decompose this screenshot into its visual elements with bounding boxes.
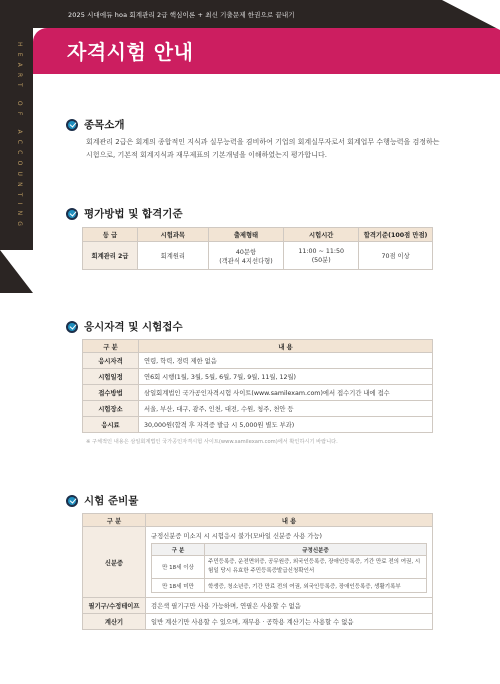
row-label: 계산기 [83,614,146,630]
inner-row-label: 만 18세 이상 [152,556,205,579]
time-line: 11:00 ~ 11:50 [298,247,344,255]
application-table [82,339,433,433]
col-header: 등 급 [83,228,138,242]
row-content: 검은색 필기구만 사용 가능하며, 연필은 사용할 수 없음 [146,598,433,614]
form-line: (객관식 4지선다형) [219,257,273,265]
col-header: 출제형태 [208,228,284,242]
section-title: 종목소개 [84,119,125,131]
title-banner [33,28,500,74]
col-header: 합격기준(100점 만점) [359,228,433,242]
col-header: 구 분 [83,340,139,353]
form-line: 40문항 [235,248,257,256]
col-header: 시험과목 [138,228,209,242]
inner-row [152,579,427,593]
inner-row-label: 만 18세 미만 [152,579,205,593]
table-header-row [83,514,433,527]
section-title: 응시자격 및 시험접수 [84,321,183,333]
top-bar [0,0,500,28]
section-header [66,206,183,221]
row-label: 접수방법 [83,385,139,401]
id-content [146,527,433,598]
table-header-row [83,228,433,242]
row-label: 시험일정 [83,369,139,385]
table-row [83,353,433,369]
section-header [66,319,183,334]
col-header: 시험시간 [284,228,359,242]
row-label: 시험장소 [83,401,139,417]
check-circle-icon [66,208,78,220]
time-line: (50분) [311,256,331,264]
section-title: 시험 준비물 [84,495,139,507]
page-title: 자격시험 안내 [67,40,194,64]
table-row [83,527,433,598]
row-content: 서울, 부산, 대구, 광주, 인천, 대전, 수원, 청주, 천안 등 [139,401,433,417]
inner-col-header: 구 분 [152,544,205,556]
check-circle-icon [66,495,78,507]
check-circle-icon [66,321,78,333]
inner-row-content: 학생증, 청소년증, 기간 만료 전의 여권, 외국인등록증, 장애인등록증, 생활기록부 [205,579,427,593]
row-content: 연령, 학력, 경력 제한 없음 [139,353,433,369]
row-content: 일반 계산기만 사용할 수 있으며, 재무용 · 공학용 계산기는 사용할 수 없음 [146,614,433,630]
book-title: 2025 시대에듀 hoa 회계관리 2급 핵심이론 + 최신 기출문제 한권으로 끝내기 [68,11,295,19]
col-header: 구 분 [83,514,146,527]
row-content: 연6회 시행(1월, 3월, 5월, 6월, 7월, 9월, 11월, 12월) [139,369,433,385]
table-row [83,417,433,433]
inner-header-row [152,544,427,556]
table-row [83,401,433,417]
table-row [83,385,433,401]
row-content: 30,000원(합격 후 자격증 발급 시 5,000원 별도 부과) [139,417,433,433]
side-band-corner [0,250,33,293]
section-header [66,493,138,508]
side-vertical-text: HEART OF ACCOUNTING [16,42,23,233]
table-row [83,242,433,270]
row-label: 응시료 [83,417,139,433]
col-header: 내 용 [146,514,433,527]
row-label: 신분증 [83,527,146,598]
grade-cell: 회계관리 2급 [83,242,138,270]
inner-row-content: 주민등록증, 운전면허증, 공무원증, 외국인등록증, 장애인등록증, 기간 만료 전의 여권, 시험일 당시 유효한 주민등록증발급신청확인서 [205,556,427,579]
id-inner-table [151,543,427,593]
check-circle-icon [66,119,78,131]
subject-cell: 회계원리 [138,242,209,270]
section-title: 평가방법 및 합격기준 [84,208,183,220]
pass-cell: 70점 이상 [359,242,433,270]
form-cell [208,242,284,270]
row-content: 삼일회계법인 국가공인자격시험 사이트(www.samilexam.com)에서 접수기간 내에 접수 [139,385,433,401]
time-cell [284,242,359,270]
id-intro: 규정신분증 미소지 시 시험응시 불가(모바일 신분증 사용 가능) [151,533,322,540]
supplies-table [82,513,433,630]
inner-col-header: 규정신분증 [205,544,427,556]
table-row [83,369,433,385]
table-row [83,614,433,630]
table-header-row [83,340,433,353]
col-header: 내 용 [139,340,433,353]
row-label: 응시자격 [83,353,139,369]
corner-cut [442,0,500,30]
footnote: ※ 구체적인 내용은 삼일회계법인 국가공인자격시험 사이트(www.samilexam.com)에서 확인하시기 바랍니다. [86,439,338,445]
row-label: 필기구/수정테이프 [83,598,146,614]
evaluation-table [82,227,433,270]
table-row [83,598,433,614]
section-header [66,117,125,132]
inner-row [152,556,427,579]
intro-paragraph: 회계관리 2급은 회계의 종합적인 지식과 실무능력을 겸비하여 기업의 회계실무자로서 회계업무 수행능력을 검정하는 시험으로, 기본적 회계지식과 재무제표의 기본개념을 이해하였는지 평가합니다. [86,138,440,159]
